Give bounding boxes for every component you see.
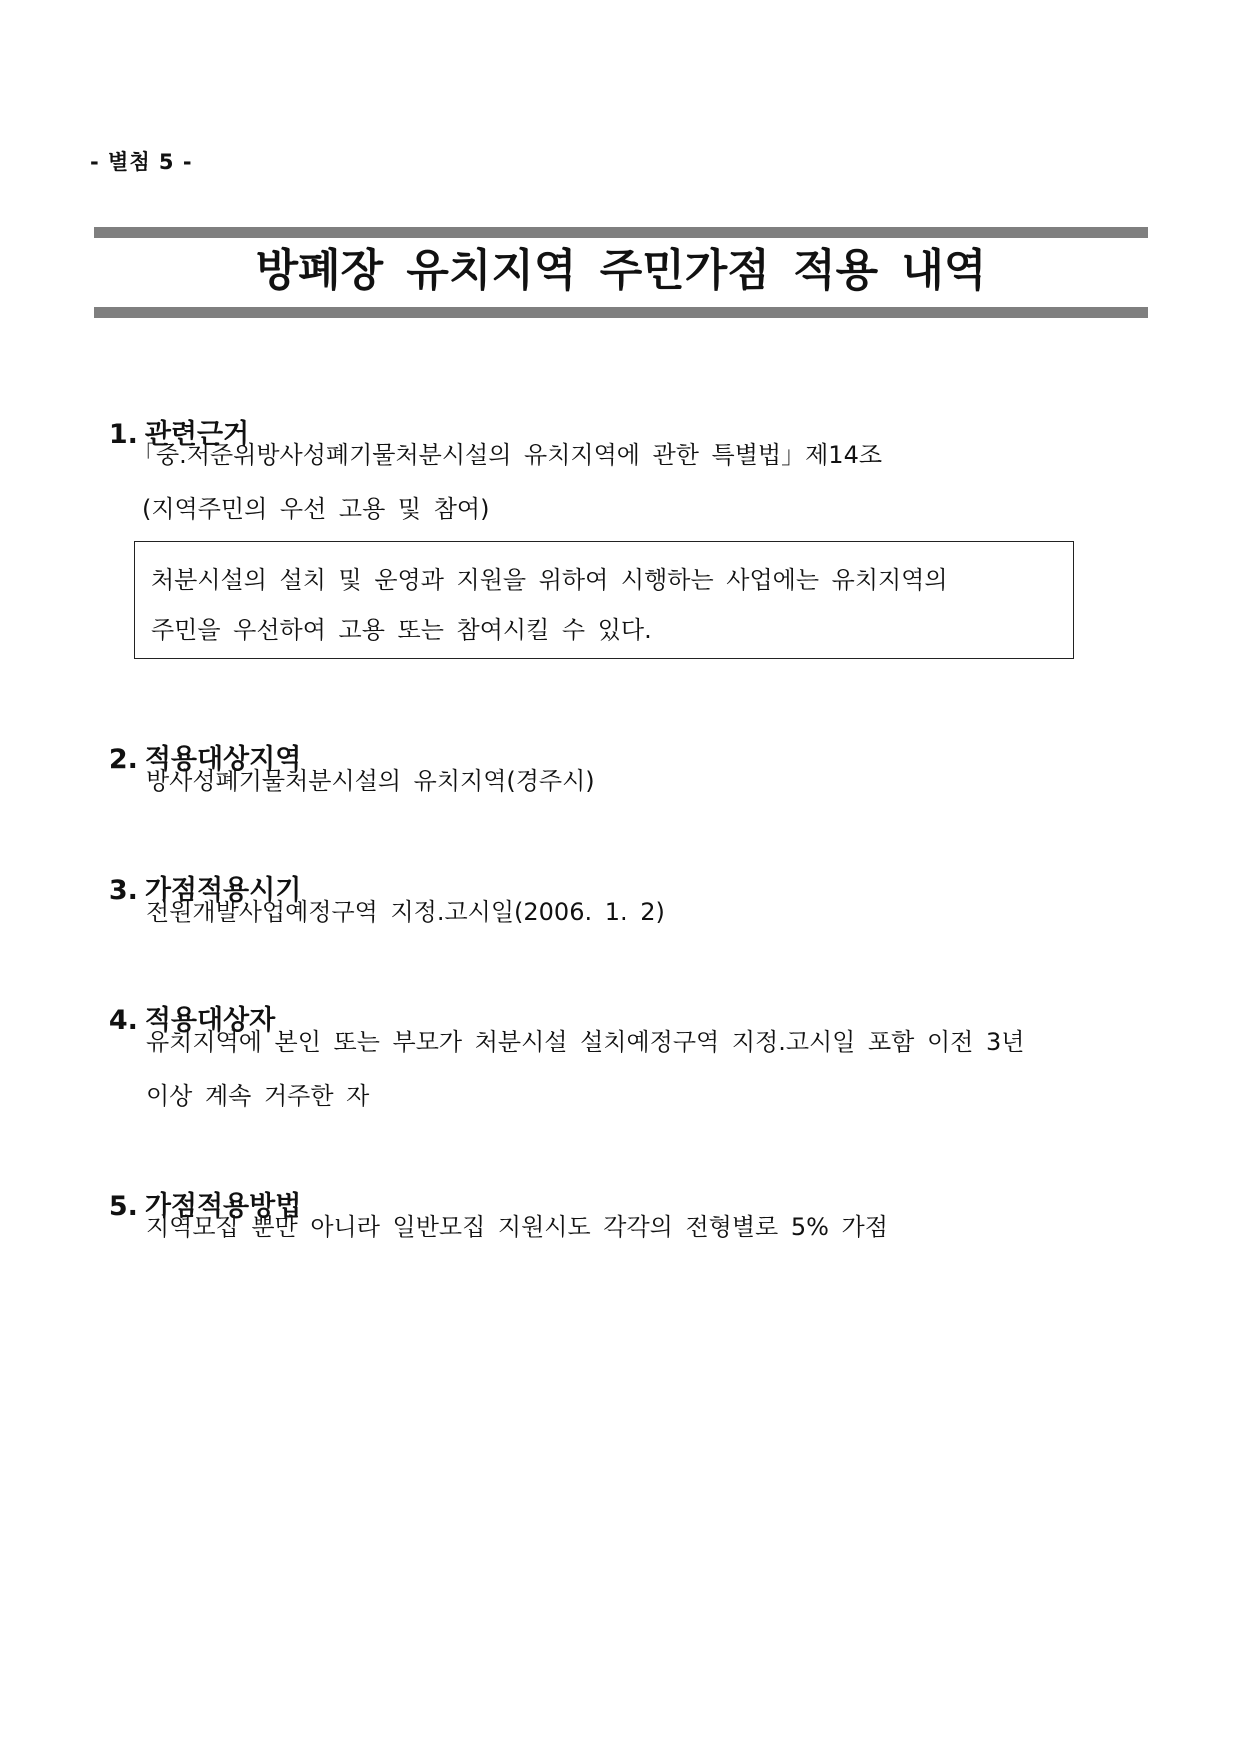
legal-excerpt-line-1: 처분시설의 설치 및 운영과 지원을 위하여 시행하는 사업에는 유치지역의: [151, 566, 948, 594]
legal-excerpt-line-2: 주민을 우선하여 고용 또는 참여시킬 수 있다.: [151, 616, 652, 644]
section-4-line-2: 이상 계속 거주한 자: [146, 1082, 370, 1110]
title-rule-bottom: [94, 307, 1148, 318]
section-1-line-1: 「중.저준위방사성폐기물처분시설의 유치지역에 관한 특별법」제14조: [132, 441, 883, 469]
section-3-line-1: 전원개발사업예정구역 지정.고시일(2006. 1. 2): [146, 898, 665, 926]
document-title: 방폐장 유치지역 주민가점 적용 내역: [255, 245, 987, 296]
section-2-line-1: 방사성폐기물처분시설의 유치지역(경주시): [146, 767, 595, 795]
legal-excerpt-box: [134, 541, 1074, 659]
section-4-line-1: 유치지역에 본인 또는 부모가 처분시설 설치예정구역 지정.고시일 포함 이전 3년: [146, 1028, 1025, 1056]
section-1-line-2: (지역주민의 우선 고용 및 참여): [142, 495, 490, 523]
section-3-title: 가점적용시기: [144, 875, 302, 906]
section-4-title: 적용대상자: [144, 1005, 276, 1036]
section-5-title: 가점적용방법: [144, 1191, 302, 1222]
section-1-number: 1.: [108, 419, 138, 450]
section-3-number: 3.: [108, 875, 138, 906]
section-5-line-1: 지역모집 뿐만 아니라 일반모집 지원시도 각각의 전형별로 5% 가점: [146, 1213, 888, 1241]
section-1-title: 관련근거: [144, 419, 250, 450]
section-2-title: 적용대상지역: [144, 744, 302, 775]
section-5-number: 5.: [108, 1191, 138, 1222]
section-2-number: 2.: [108, 744, 138, 775]
title-rule-top: [94, 227, 1148, 238]
section-4-number: 4.: [108, 1005, 138, 1036]
attachment-label: - 별첨 5 -: [90, 150, 193, 174]
